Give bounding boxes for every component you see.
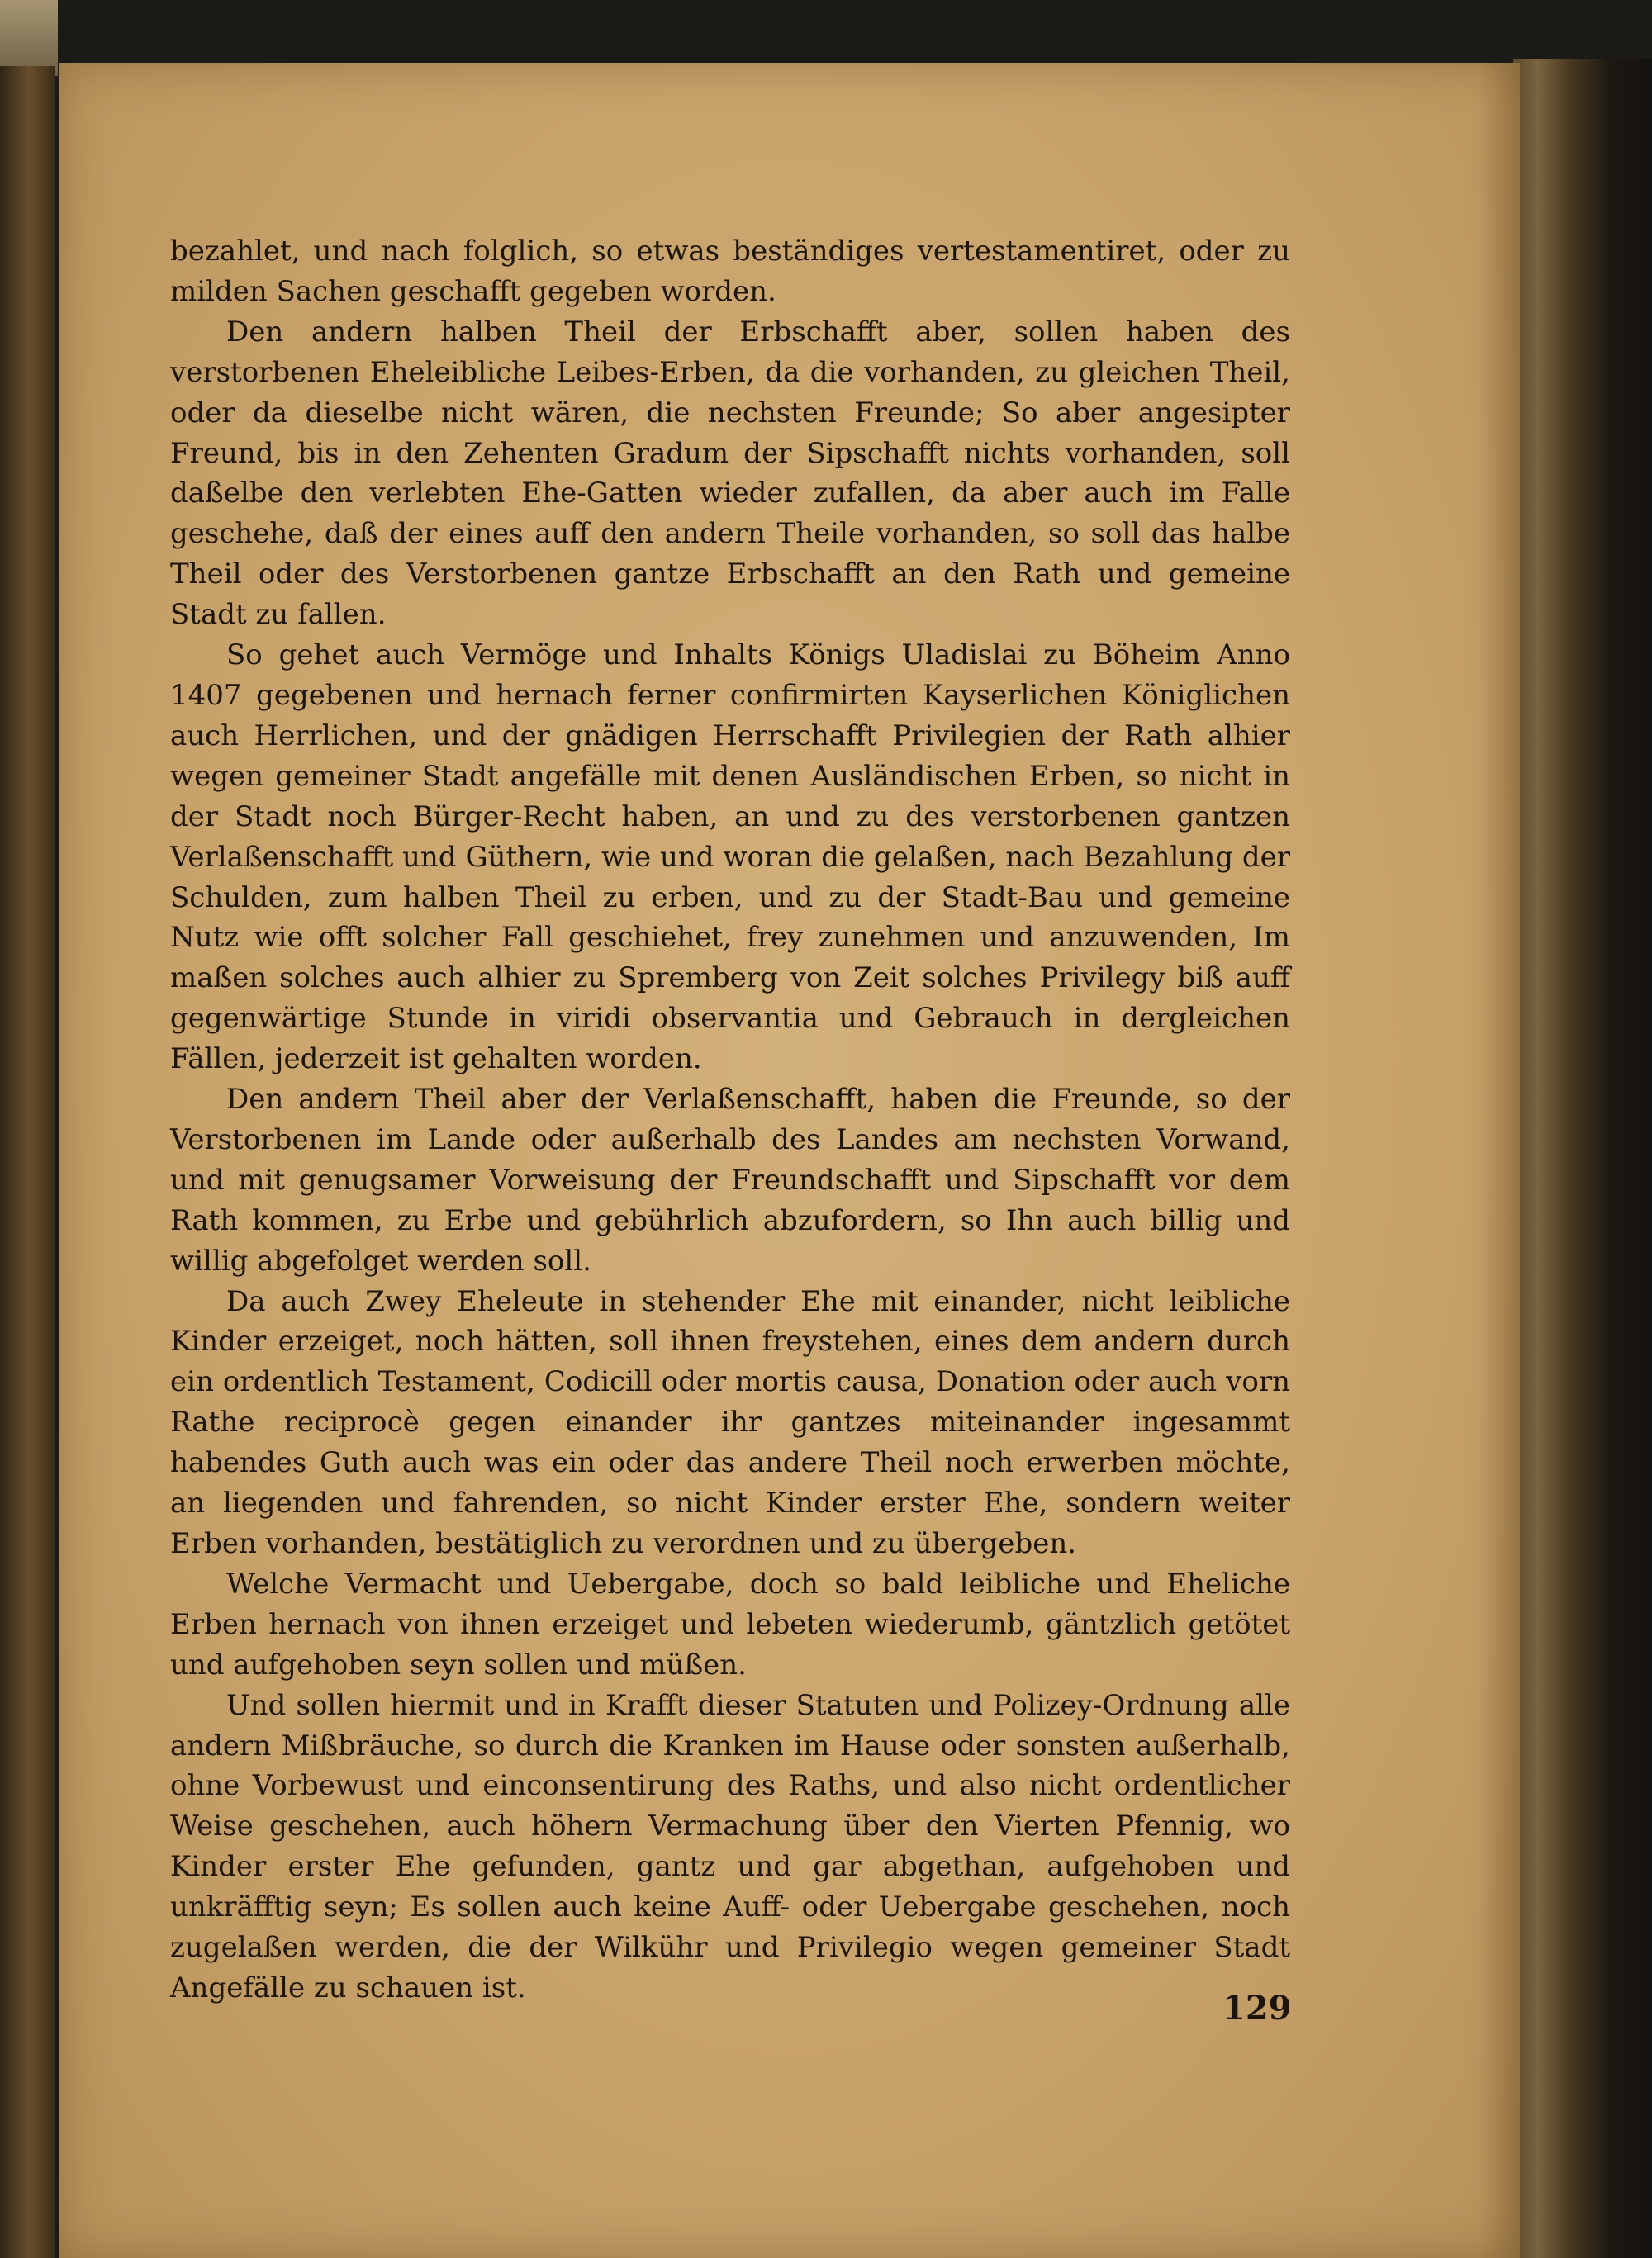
previous-page-edge-top	[0, 0, 58, 76]
paragraph-6: Welche Vermacht und Uebergabe, doch so bald leibliche und Eheliche Erben hernach von ihnen erzeiget und lebeten wiederumb, gäntzlich getötet und aufgehoben seyn sollen und müßen.	[170, 1567, 1290, 1682]
page-shadow-edge	[1479, 63, 1520, 2258]
paragraph-4: Den andern Theil aber der Verlaßenschafft, haben die Freunde, so der Verstorbenen im Lande oder außerhalb des Landes am nechsten Vorwand, und mit genugsamer Vorweisung der Freundschafft und Sipschafft vor dem Rath kommen, zu Erbe und gebührlich abzufordern, so Ihn auch billig und willig abgefolget werden soll.	[170, 1083, 1290, 1278]
book-binding-edge	[1513, 59, 1652, 2258]
paragraph-2: Den andern halben Theil der Erbschafft aber, sollen haben des verstorbenen Eheleibliche Leibes-Erben, da die vorhanden, zu gleichen Theil, oder da dieselbe nicht wären, die nechsten Freunde; So aber angesipter Freund, bis in den Zehenten Gradum der Sipschafft nichts vorhanden, soll daßelbe den verlebten Ehe-Gatten wieder zufallen, da aber auch im Falle geschehe, daß der eines auff den andern Theile vorhanden, so soll das halbe Theil oder des Verstorbenen gantze Erbschafft an den Rath und gemeine Stadt zu fallen.	[170, 315, 1290, 632]
paragraph-7: Und sollen hiermit und in Krafft dieser Statuten und Polizey-Ordnung alle andern Mißbräuche, so durch die Kranken im Hause oder sonsten außerhalb, ohne Vorbewust und einconsentirung des Raths, und also nicht ordentlicher Weise geschehen, auch höhern Vermachung über den Vierten Pfennig, wo Kinder erster Ehe gefunden, gantz und gar abgethan, aufgehoben und unkräfftig seyn; Es sollen auch keine Auff- oder Uebergabe geschehen, noch zugelaßen werden, die der Wilkühr und Privilegio wegen gemeiner Stadt Angefälle zu schauen ist.	[170, 1688, 1290, 2004]
paragraph-3: So gehet auch Vermöge und Inhalts Königs Uladislai zu Böheim Anno 1407 gegebenen und hernach ferner confirmirten Kayserlichen Königlichen auch Herrlichen, und der gnädigen Herrschafft Privilegien der Rath alhier wegen gemeiner Stadt angefälle mit denen Ausländischen Erben, so nicht in der Stadt noch Bürger-Recht haben, an und zu des verstorbenen gantzen Verlaßenschafft und Güthern, wie und woran die gelaßen, nach Bezahlung der Schulden, zum halben Theil zu erben, und zu der Stadt-Bau und gemeine Nutz wie offt solcher Fall geschiehet, frey zunehmen und anzuwenden, Im maßen solches auch alhier zu Spremberg von Zeit solches Privilegy biß auff gegenwärtige Stunde in viridi observantia und Gebrauch in dergleichen Fällen, jederzeit ist gehalten worden.	[170, 638, 1290, 1076]
previous-page-edge	[0, 66, 55, 2258]
page-body-text	[170, 231, 1290, 2009]
page-number: 129	[1222, 1989, 1292, 2028]
paragraph-5: Da auch Zwey Eheleute in stehender Ehe mit einander, nicht leibliche Kinder erzeiget, noch hätten, soll ihnen freystehen, eines dem andern durch ein ordentlich Testament, Codicill oder mortis causa, Donation oder auch vorn Rathe reciprocè gegen einander ihr gantzes miteinander ingesammt habendes Guth auch was ein oder das andere Theil noch erwerben möchte, an liegenden und fahrenden, so nicht Kinder erster Ehe, sondern weiter Erben vorhanden, bestätiglich zu verordnen und zu übergeben.	[170, 1284, 1290, 1560]
paragraph-1: bezahlet, und nach folglich, so etwas beständiges vertestamentiret, oder zu milden Sachen geschafft gegeben worden.	[170, 235, 1290, 308]
